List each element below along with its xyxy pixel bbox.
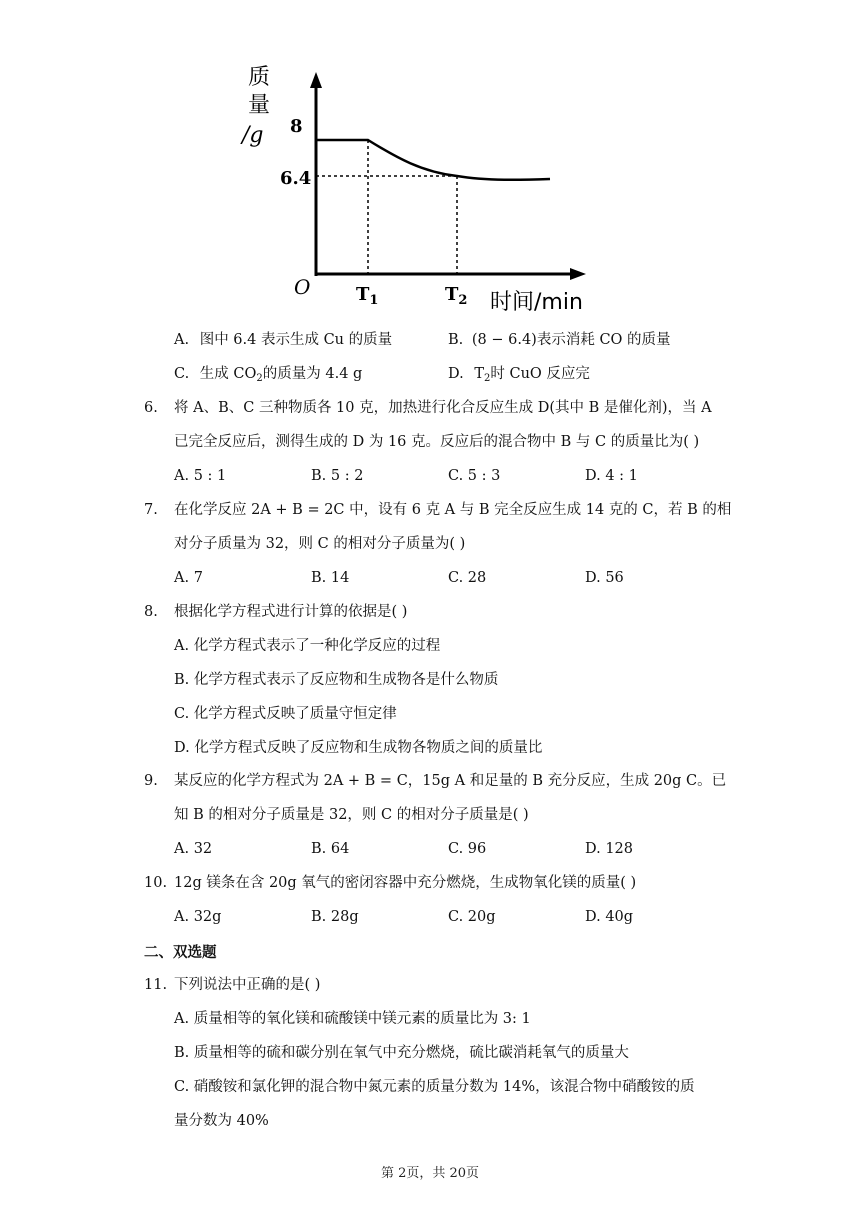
q11-option-a: A. 质量相等的氧化镁和硫酸镁中镁元素的质量比为 3: 1 bbox=[174, 1011, 531, 1027]
q8-line-1: 根据化学方程式进行计算的依据是( ) bbox=[174, 604, 408, 620]
q5-option-c-pre: 生成 CO bbox=[199, 366, 257, 382]
q5-option-a bbox=[174, 330, 392, 350]
q5-option-b-text: (8 − 6.4)表示消耗 CO 的质量 bbox=[471, 332, 671, 348]
q11-option-c-line-1: C. 硝酸铵和氯化钾的混合物中氮元素的质量分数为 14%，该混合物中硝酸铵的质 bbox=[174, 1079, 695, 1095]
q5-option-d-letter: D. bbox=[448, 366, 464, 382]
q5-option-c-sub: 2 bbox=[256, 373, 263, 384]
q6-option-b: B. 5 : 2 bbox=[311, 468, 364, 484]
q9-option-d: D. 128 bbox=[585, 841, 634, 857]
page-footer: 第 2页，共 20页 bbox=[380, 1166, 480, 1181]
q8-number: 8. bbox=[144, 604, 158, 620]
q5-option-c bbox=[174, 364, 362, 384]
q5-option-a-letter: A. bbox=[174, 332, 190, 348]
q10-option-c: C. 20g bbox=[448, 909, 496, 925]
q5-option-d-pre: T bbox=[474, 366, 484, 382]
y-tick-6-4: 6.4 bbox=[280, 168, 312, 189]
q10-option-b: B. 28g bbox=[311, 909, 359, 925]
q10-option-d: D. 40g bbox=[585, 909, 634, 925]
q5-option-c-post: 的质量为 4.4 g bbox=[262, 366, 363, 382]
q11-option-b: B. 质量相等的硫和碳分别在氧气中充分燃烧，硫比碳消耗氧气的质量大 bbox=[174, 1045, 629, 1061]
q9-line-1: 某反应的化学方程式为 2A + B = C，15g A 和足量的 B 充分反应，生成 20g C。已 bbox=[174, 773, 727, 789]
q7-line-2: 对分子质量为 32，则 C 的相对分子质量为( ) bbox=[174, 536, 466, 552]
q7-number: 7. bbox=[144, 502, 158, 518]
q8-option-a: A. 化学方程式表示了一种化学反应的过程 bbox=[174, 638, 441, 654]
x-tick-t2-letter: T bbox=[445, 284, 459, 305]
q9-option-a: A. 32 bbox=[174, 841, 213, 857]
q7-option-c: C. 28 bbox=[448, 570, 487, 586]
q8-option-b: B. 化学方程式表示了反应物和生成物各是什么物质 bbox=[174, 672, 499, 688]
q11-option-c-line-2: 量分数为 40% bbox=[174, 1113, 269, 1129]
x-tick-t2-sub: 2 bbox=[458, 293, 468, 308]
q5-option-b bbox=[448, 330, 671, 350]
y-label-3: /g bbox=[242, 123, 264, 148]
q7-line-1: 在化学反应 2A + B = 2C 中，设有 6 克 A 与 B 完全反应生成 14 克的 C，若 B 的相 bbox=[174, 502, 732, 518]
q6-number: 6. bbox=[144, 400, 158, 416]
graph-svg bbox=[232, 58, 612, 318]
x-label: 时间/min bbox=[490, 290, 583, 315]
mass-time-graph bbox=[232, 58, 612, 318]
q6-option-d: D. 4 : 1 bbox=[585, 468, 638, 484]
q8-option-c: C. 化学方程式反映了质量守恒定律 bbox=[174, 706, 397, 722]
q11-stem: 下列说法中正确的是( ) bbox=[174, 977, 321, 993]
q9-number: 9. bbox=[144, 773, 158, 789]
q6-line-2: 已完全反应后，测得生成的 D 为 16 克。反应后的混合物中 B 与 C 的质量比为( ) bbox=[174, 434, 700, 450]
y-tick-8: 8 bbox=[290, 116, 303, 137]
q7-option-d: D. 56 bbox=[585, 570, 624, 586]
q7-option-b: B. 14 bbox=[311, 570, 350, 586]
q5-option-a-text: 图中 6.4 表示生成 Cu 的质量 bbox=[199, 332, 393, 348]
mass-curve bbox=[316, 140, 550, 180]
q5-option-d-post: 时 CuO 反应完 bbox=[490, 366, 590, 382]
origin-label: O bbox=[294, 275, 311, 299]
q8-option-d: D. 化学方程式反映了反应物和生成物各物质之间的质量比 bbox=[174, 740, 543, 756]
q5-option-d-sub: 2 bbox=[484, 373, 491, 384]
x-tick-t1-letter: T bbox=[356, 284, 370, 305]
q5-option-d bbox=[448, 364, 590, 384]
q6-line-1: 将 A、B、C 三种物质各 10 克，加热进行化合反应生成 D(其中 B 是催化剂)，当 A bbox=[174, 400, 712, 416]
x-tick-t1 bbox=[356, 284, 378, 308]
q5-option-c-letter: C. bbox=[174, 366, 190, 382]
section-title: 二、双选题 bbox=[144, 944, 217, 961]
q9-option-c: C. 96 bbox=[448, 841, 487, 857]
q9-option-b: B. 64 bbox=[311, 841, 350, 857]
q5-option-b-letter: B. bbox=[448, 332, 464, 348]
x-tick-t1-sub: 1 bbox=[369, 293, 379, 308]
q6-option-a: A. 5 : 1 bbox=[174, 468, 227, 484]
x-axis-arrow bbox=[570, 268, 586, 280]
q6-option-c: C. 5 : 3 bbox=[448, 468, 501, 484]
y-label-1: 质 bbox=[248, 65, 271, 90]
q10-number: 10. bbox=[144, 875, 168, 891]
q10-option-a: A. 32g bbox=[174, 909, 222, 925]
x-tick-t2 bbox=[445, 284, 467, 308]
q9-line-2: 知 B 的相对分子质量是 32，则 C 的相对分子质量是( ) bbox=[174, 807, 529, 823]
q10-line-1: 12g 镁条在含 20g 氧气的密闭容器中充分燃烧，生成物氧化镁的质量( ) bbox=[174, 875, 637, 891]
q11-number: 11. bbox=[144, 977, 168, 993]
y-label-2: 量 bbox=[248, 93, 271, 118]
y-axis-arrow bbox=[310, 72, 322, 88]
q7-option-a: A. 7 bbox=[174, 570, 203, 586]
